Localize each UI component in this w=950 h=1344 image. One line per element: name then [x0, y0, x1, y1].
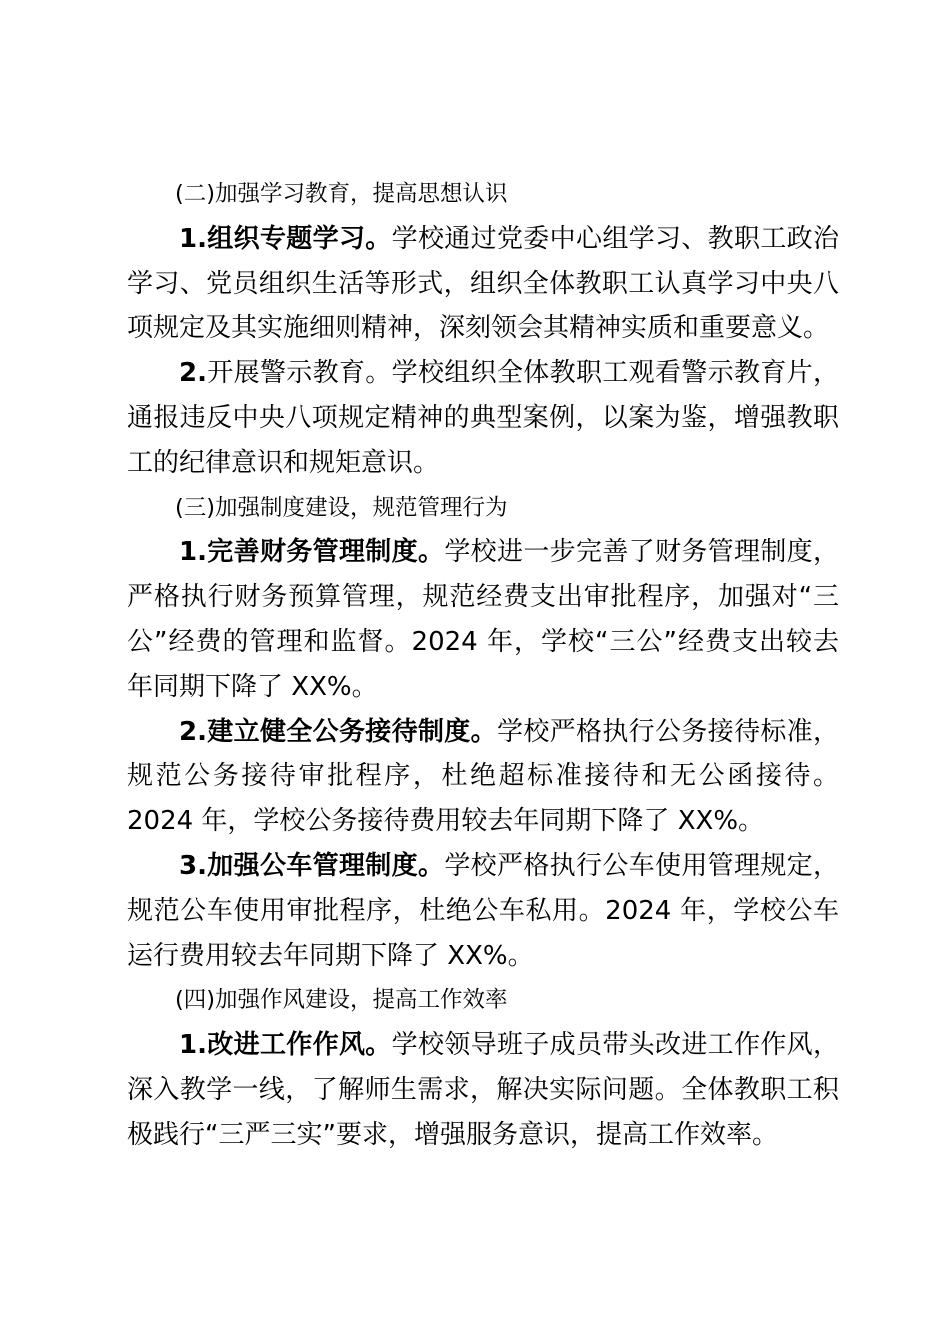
paragraph-vehicles	[127, 844, 839, 978]
paragraph-lead: 1.改进工作作风。	[179, 1030, 392, 1061]
paragraph-lead: 2.建立健全公务接待制度。	[179, 716, 497, 747]
paragraph-warning-education	[127, 351, 839, 485]
paragraph-text: 学校进一步完善了财务管理制度，严格执行财务预算管理，规范经费支出审批程序，加强对“三公”经费的管理和监督。2024 年，学校“三公”经费支出较去年同期下降了 XX%。	[127, 537, 839, 702]
section-heading-4: (四)加强作风建设，提高工作效率	[175, 987, 508, 1014]
paragraph-text: 学校严格执行公车使用管理规定，规范公车使用审批程序，杜绝公车私用。2024 年，学校公车运行费用较去年同期下降了 XX%。	[127, 850, 839, 971]
paragraph-lead: 2.	[179, 358, 207, 389]
document-page	[127, 172, 839, 1158]
paragraph-lead: 3.加强公车管理制度。	[179, 850, 445, 881]
paragraph-text: 学校严格执行公务接待标准，规范公务接待审批程序，杜绝超标准接待和无公函接待。2024 年，学校公务接待费用较去年同期下降了 XX%。	[127, 716, 839, 837]
section-heading-3: (三)加强制度建设，规范管理行为	[175, 494, 508, 521]
paragraph-reception	[127, 710, 839, 844]
paragraph-lead: 1.完善财务管理制度。	[179, 537, 445, 568]
paragraph-lead: 1.组织专题学习。	[179, 223, 392, 254]
paragraph-work-style	[127, 1023, 839, 1157]
paragraph-text: 开展警示教育。学校组织全体教职工观看警示教育片，通报违反中央八项规定精神的典型案例，以案为鉴，增强教职工的纪律意识和规矩意识。	[127, 358, 839, 478]
section-heading-2: (二)加强学习教育，提高思想认识	[175, 181, 508, 207]
paragraph-study	[127, 217, 839, 351]
paragraph-text: 学校领导班子成员带头改进工作作风，深入教学一线，了解师生需求，解决实际问题。全体教职工积极践行“三严三实”要求，增强服务意识，提高工作效率。	[127, 1030, 839, 1150]
paragraph-text: 学校通过党委中心组学习、教职工政治学习、党员组织生活等形式，组织全体教职工认真学习中央八项规定及其实施细则精神，深刻领会其精神实质和重要意义。	[127, 223, 839, 344]
paragraph-finance	[127, 530, 839, 709]
